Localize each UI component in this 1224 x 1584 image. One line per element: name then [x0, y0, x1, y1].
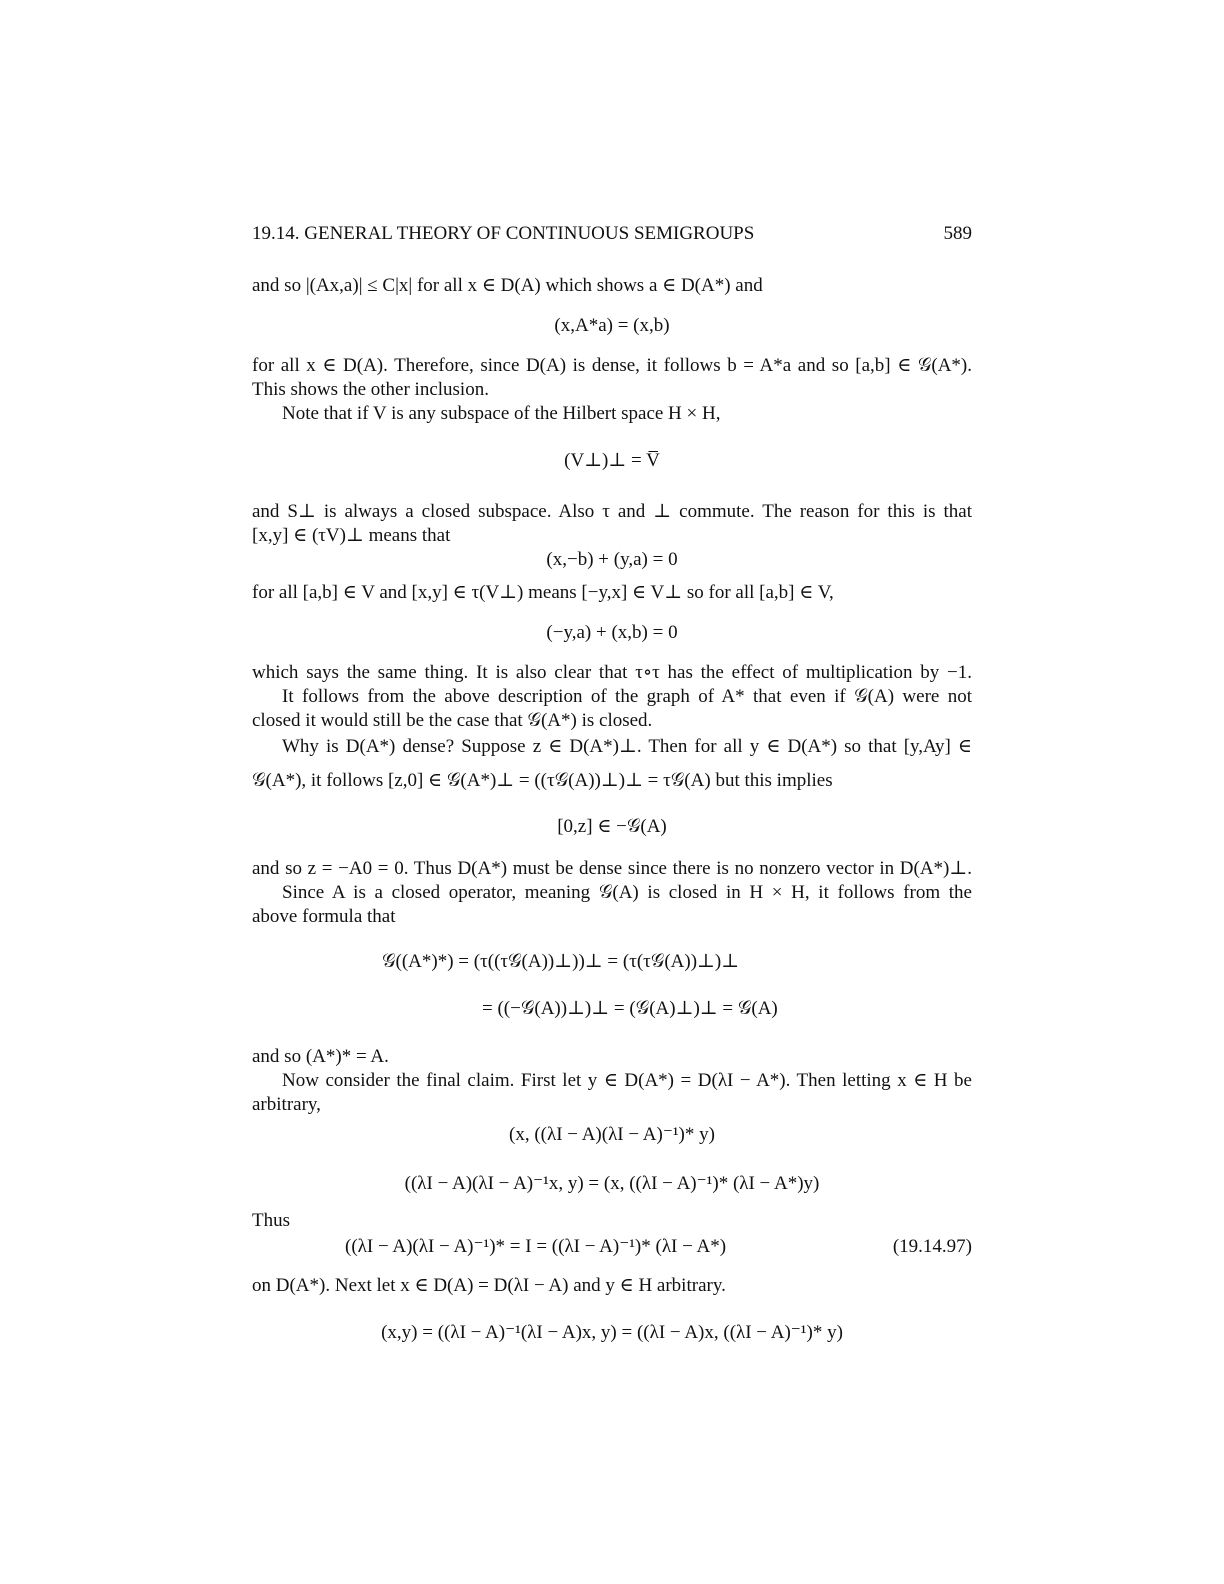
display-equation: (x, ((λI − A)(λI − A)⁻¹)* y)	[509, 1124, 715, 1145]
text-line: for all [a,b] ∈ V and [x,y] ∈ τ(V⊥) means [−y,x] ∈ V⊥ so for all [a,b] ∈ V,	[252, 582, 834, 603]
text-line: and S⊥ is always a closed subspace. Also τ and ⊥ commute. The reason for this is that	[252, 501, 972, 522]
text-line: 𝒢(A*), it follows [z,0] ∈ 𝒢(A*)⊥ = ((τ𝒢(A))⊥)⊥ = τ𝒢(A) but this implies	[252, 770, 833, 791]
text-line: Thus	[252, 1210, 290, 1231]
page-number: 589	[943, 223, 972, 244]
display-equation: 𝒢((A*)*) = (τ((τ𝒢(A))⊥))⊥ = (τ(τ𝒢(A))⊥)⊥	[382, 951, 740, 972]
equation-number: (19.14.97)	[892, 1236, 972, 1257]
text-line: Since A is a closed operator, meaning 𝒢(A) is closed in H × H, it follows from the	[282, 882, 972, 903]
display-equation: ((λI − A)(λI − A)⁻¹)* = I = ((λI − A)⁻¹)* (λI − A*)	[345, 1236, 727, 1257]
text-line: Now consider the final claim. First let y ∈ D(A*) = D(λI − A*). Then letting x ∈ H be	[282, 1070, 972, 1091]
display-equation: (x,y) = ((λI − A)⁻¹(λI − A)x, y) = ((λI − A)x, ((λI − A)⁻¹)* y)	[381, 1322, 843, 1343]
text-line: for all x ∈ D(A). Therefore, since D(A) is dense, it follows b = A*a and so [a,b] ∈ 𝒢(A*).	[252, 355, 972, 376]
display-equation: [0,z] ∈ −𝒢(A)	[557, 816, 667, 837]
text-line: and so (A*)* = A.	[252, 1046, 389, 1067]
text-line: and so z = −A0 = 0. Thus D(A*) must be dense since there is no nonzero vector in D(A*)⊥.	[252, 858, 972, 879]
running-header: 19.14. GENERAL THEORY OF CONTINUOUS SEMIGROUPS	[252, 223, 755, 244]
text-line: on D(A*). Next let x ∈ D(A) = D(λI − A) and y ∈ H arbitrary.	[252, 1275, 726, 1296]
text-line: Note that if V is any subspace of the Hilbert space H × H,	[282, 403, 721, 424]
display-equation: = ((−𝒢(A))⊥)⊥ = (𝒢(A)⊥)⊥ = 𝒢(A)	[482, 998, 778, 1019]
display-equation: (x,A*a) = (x,b)	[554, 315, 670, 336]
text-line: This shows the other inclusion.	[252, 379, 489, 400]
text-line: It follows from the above description of the graph of A* that even if 𝒢(A) were not	[282, 686, 972, 707]
text-line: closed it would still be the case that 𝒢(A*) is closed.	[252, 710, 653, 731]
text-line: arbitrary,	[252, 1094, 321, 1115]
text-line: and so |(Ax,a)| ≤ C|x| for all x ∈ D(A) which shows a ∈ D(A*) and	[252, 275, 763, 296]
display-equation: (V⊥)⊥ = V̅	[564, 450, 660, 471]
display-equation: (x,−b) + (y,a) = 0	[546, 549, 678, 570]
text-line: above formula that	[252, 906, 396, 927]
text-line: Why is D(A*) dense? Suppose z ∈ D(A*)⊥. Then for all y ∈ D(A*) so that [y,Ay] ∈	[282, 736, 972, 757]
text-line: which says the same thing. It is also clear that τ∘τ has the effect of multiplication by −1.	[252, 662, 972, 683]
text-line: [x,y] ∈ (τV)⊥ means that	[252, 525, 451, 546]
display-equation: (−y,a) + (x,b) = 0	[546, 622, 678, 643]
display-equation: ((λI − A)(λI − A)⁻¹x, y) = (x, ((λI − A)⁻¹)* (λI − A*)y)	[404, 1173, 820, 1194]
